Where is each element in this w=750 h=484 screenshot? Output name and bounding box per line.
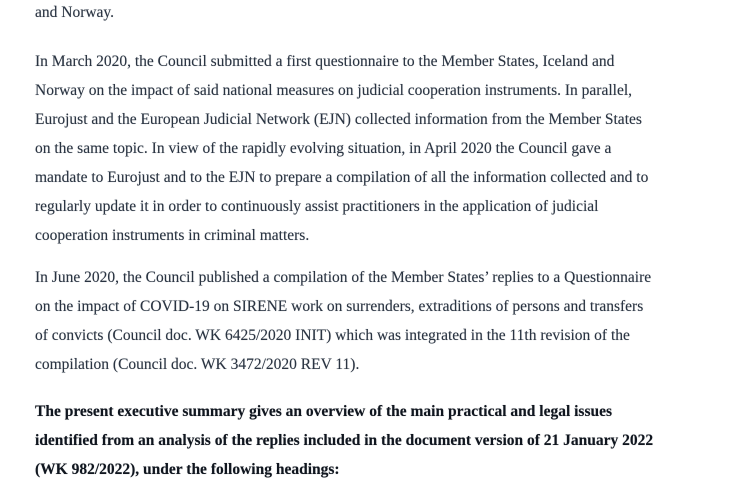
text-line: compilation (Council doc. WK 3472/2020 REV 11). xyxy=(35,356,360,373)
text-line: identified from an analysis of the replies included in the document version of 21 January 2022 xyxy=(35,432,654,449)
text-line: and Norway. xyxy=(35,4,115,21)
text-line: on the same topic. In view of the rapidly evolving situation, in April 2020 the Council gave a xyxy=(35,140,612,157)
paragraph-march-2020 xyxy=(35,47,730,250)
paragraph-executive-summary xyxy=(35,397,730,484)
text-line-cutoff: (WK 982/2022), under the following headings: xyxy=(35,461,340,478)
text-line: mandate to Eurojust and to the EJN to prepare a compilation of all the information collected and to xyxy=(35,169,649,186)
text-line: In June 2020, the Council published a compilation of the Member States’ replies to a Questionnaire xyxy=(35,269,652,286)
text-line: on the impact of COVID-19 on SIRENE work on surrenders, extraditions of persons and transfers xyxy=(35,298,644,315)
text-line: Eurojust and the European Judicial Network (EJN) collected information from the Member States xyxy=(35,111,642,128)
text-line: In March 2020, the Council submitted a first questionnaire to the Member States, Iceland and xyxy=(35,53,615,70)
text-line: The present executive summary gives an overview of the main practical and legal issues xyxy=(35,403,613,420)
paragraph-continuation xyxy=(35,0,730,27)
text-line: regularly update it in order to continuously assist practitioners in the application of judicial xyxy=(35,198,599,215)
paragraph-june-2020 xyxy=(35,263,730,379)
text-line: Norway on the impact of said national measures on judicial cooperation instruments. In parallel, xyxy=(35,82,633,99)
text-line: cooperation instruments in criminal matters. xyxy=(35,227,310,244)
text-line: of convicts (Council doc. WK 6425/2020 INIT) which was integrated in the 11th revision of the xyxy=(35,327,630,344)
